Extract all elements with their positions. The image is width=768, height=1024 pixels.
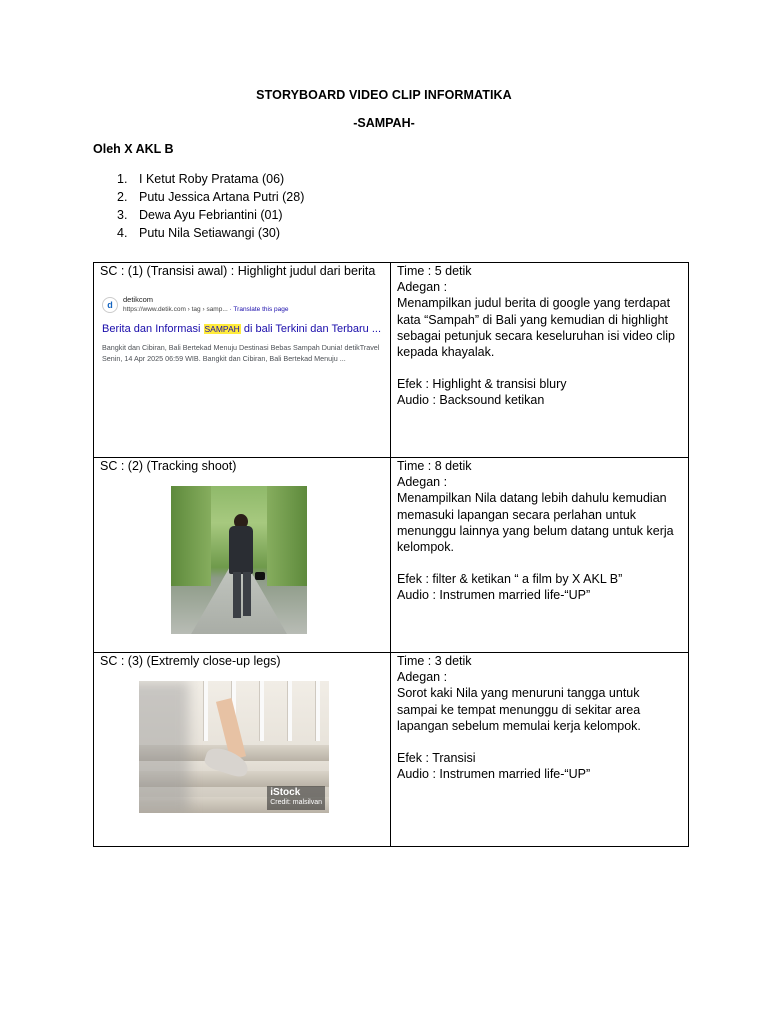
scene-adegan: Menampilkan judul berita di google yang terdapat kata “Sampah” di Bali yang kemudian di highlight sebagai petunjuk secara keseluruhan isi video clip kepada khayalak.	[397, 296, 675, 360]
scene-visual-cell	[94, 653, 391, 847]
person-leg	[243, 572, 251, 616]
tracking-shot-photo	[171, 486, 307, 634]
storyboard-table	[93, 262, 689, 847]
scene-audio: Audio : Instrumen married life-“UP”	[397, 767, 591, 782]
list-number: 1.	[117, 172, 128, 186]
scene-adegan: Menampilkan Nila datang lebih dahulu kemudian memasuki lapangan secara perlahan untuk menunggu lainnya yang belum datang untuk kerja kelompok.	[397, 491, 674, 555]
member-name: I Ketut Roby Pratama (06)	[139, 172, 285, 186]
person-body	[229, 526, 253, 574]
scene-visual-cell	[94, 458, 391, 653]
table-row	[94, 263, 689, 458]
scene-adegan-label: Adegan :	[397, 670, 448, 685]
scene-efek: Efek : Highlight & transisi blury	[397, 377, 567, 392]
scene-description-cell	[391, 263, 689, 458]
scene-time: Time : 5 detik	[397, 264, 472, 278]
person-leg	[233, 572, 241, 618]
scene-label: SC : (1) (Transisi awal) : Highlight judul dari berita	[100, 264, 376, 278]
scene-audio: Audio : Backsound ketikan	[397, 393, 545, 408]
list-item	[93, 188, 304, 206]
member-name: Putu Nila Setiawangi (30)	[139, 226, 281, 240]
scene-adegan-label: Adegan :	[397, 280, 448, 295]
title-end: di bali Terkini dan Terbaru ...	[240, 323, 382, 336]
close-up-legs-photo	[139, 681, 329, 813]
table-row	[94, 653, 689, 847]
document-title: STORYBOARD VIDEO CLIP INFORMATIKA	[256, 88, 512, 102]
spacer	[397, 360, 682, 376]
camera-icon	[255, 572, 265, 580]
watermark-brand: iStock	[270, 787, 301, 799]
stair-rail	[203, 681, 208, 741]
stair-rail	[315, 681, 320, 741]
scene-visual-cell	[94, 263, 391, 458]
scene-adegan-label: Adegan :	[397, 475, 448, 490]
list-number: 3.	[117, 208, 128, 222]
list-item	[93, 170, 304, 188]
member-list	[93, 170, 304, 242]
scene-efek: Efek : filter & ketikan “ a film by X AKL B”	[397, 572, 623, 587]
scene-efek: Efek : Transisi	[397, 751, 476, 766]
table-row	[94, 458, 689, 653]
highlighted-keyword: SAMPAH	[204, 324, 240, 335]
search-result-title	[102, 323, 380, 336]
watermark-credit: Credit: malsilvan	[270, 799, 322, 807]
scene-description-cell	[391, 653, 689, 847]
scene-label: SC : (2) (Tracking shoot)	[100, 459, 237, 473]
stock-watermark	[267, 786, 325, 810]
stair-rail	[287, 681, 292, 741]
tree-row	[171, 486, 211, 586]
spacer	[397, 555, 682, 571]
scene-audio: Audio : Instrumen married life-“UP”	[397, 588, 591, 603]
scene-time: Time : 8 detik	[397, 459, 472, 473]
blurred-foreground	[139, 681, 189, 813]
site-logo-icon: d	[102, 297, 118, 313]
member-name: Putu Jessica Artana Putri (28)	[139, 190, 305, 204]
list-number: 2.	[117, 190, 128, 204]
title-start: Berita dan Informasi	[102, 323, 204, 336]
list-item	[93, 224, 304, 242]
list-item	[93, 206, 304, 224]
stair-rail	[259, 681, 264, 741]
spacer	[397, 734, 682, 750]
search-result-image	[102, 295, 380, 364]
scene-time: Time : 3 detik	[397, 654, 472, 668]
list-number: 4.	[117, 226, 128, 240]
scene-label: SC : (3) (Extremly close-up legs)	[100, 654, 281, 668]
tree-row	[267, 486, 307, 586]
member-name: Dewa Ayu Febriantini (01)	[139, 208, 283, 222]
site-name: detikcom	[123, 295, 154, 305]
byline: Oleh X AKL B	[93, 142, 174, 156]
site-url	[123, 304, 288, 315]
search-result-source	[123, 295, 288, 315]
scene-description-cell	[391, 458, 689, 653]
search-result-snippet: Bangkit dan Cibiran, Bali Bertekad Menuju Destinasi Bebas Sampah Dunia! detikTravel Senin, 14 Apr 2025 06:59 WIB. Bangkit dan Cibiran, Bali Bertekad Menuju ...	[102, 343, 380, 364]
translate-link: · Translate this page	[229, 306, 289, 314]
url-text: https://www.detik.com › tag › samp...	[123, 306, 228, 314]
search-result-header	[102, 295, 380, 315]
scene-adegan: Sorot kaki Nila yang menuruni tangga untuk sampai ke tempat menunggu di sekitar area lapangan sebelum memulai kerja kelompok.	[397, 686, 641, 733]
document-subtitle: -SAMPAH-	[353, 116, 415, 130]
